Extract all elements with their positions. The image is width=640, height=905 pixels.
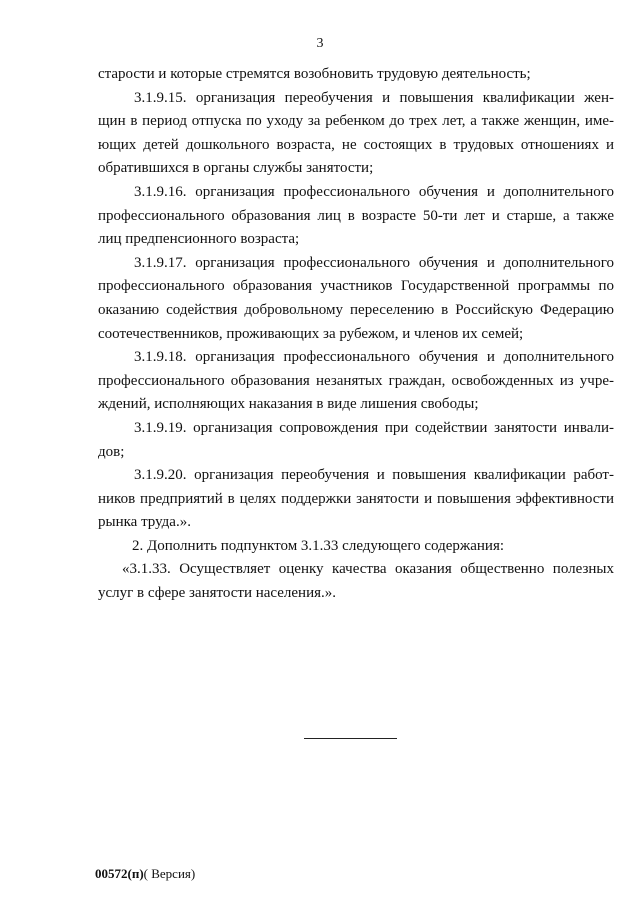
paragraph-line: профессионального образования лиц в возрасте 50-ти лет и старше, а также (98, 207, 614, 224)
paragraph-line: 3.1.9.17. организация профессионального обучения и дополнительного (134, 254, 614, 271)
paragraph-line: услуг в сфере занятости населения.». (98, 585, 337, 602)
paragraph-line: 3.1.9.15. организация переобучения и повышения квалификации жен- (134, 89, 614, 106)
paragraph-line: 3.1.9.16. организация профессионального обучения и дополнительного (134, 183, 614, 200)
paragraph-3-1-9-19 (98, 417, 614, 464)
paragraph-line: обратившихся в органы службы занятости; (98, 160, 374, 177)
paragraph-line: щин в период отпуска по уходу за ребенком до трех лет, а также женщин, име- (98, 113, 614, 130)
document-body (98, 63, 614, 606)
page-number: 3 (316, 36, 324, 51)
paragraph-line: «3.1.33. Осуществляет оценку качества оказания общественно полезных (122, 561, 614, 578)
footer-version: ( Версия) (143, 866, 196, 881)
paragraph-line: 2. Дополнить подпунктом 3.1.33 следующего содержания: (132, 537, 505, 554)
paragraph-line: профессионального образования незанятых граждан, освобожденных из учре- (98, 372, 614, 389)
paragraph-quote-3-1-33 (98, 558, 614, 605)
paragraph-line: ющих детей дошкольного возраста, не состоящих в трудовых отношениях и (98, 136, 614, 153)
paragraph-line: ждений, исполняющих наказания в виде лишения свободы; (98, 396, 479, 413)
paragraph-line: профессионального образования участников Государственной программы по (98, 278, 614, 295)
paragraph-line: 3.1.9.19. организация сопровождения при содействии занятости инвали- (134, 419, 614, 436)
paragraph-line: рынка труда.». (98, 514, 191, 531)
paragraph-3-1-9-18 (98, 346, 614, 417)
paragraph-line: соотечественников, проживающих за рубежом, и членов их семей; (98, 325, 524, 342)
footer-code: 00572(п) (95, 866, 144, 881)
paragraph-3-1-9-16 (98, 181, 614, 252)
paragraph-line: дов; (98, 443, 125, 460)
paragraph-line: 3.1.9.18. организация профессионального обучения и дополнительного (134, 349, 614, 366)
paragraph-continuation-line: старости и которые стремятся возобновить трудовую деятельность; (98, 66, 531, 82)
paragraph-3-1-9-17 (98, 252, 614, 346)
paragraph-line: ников предприятий в целях поддержки занятости и повышения эффективности (98, 490, 614, 507)
closing-rule (304, 738, 397, 739)
paragraph-3-1-9-15 (98, 87, 614, 181)
paragraph-line: оказанию содействия добровольному переселению в Российскую Федерацию (98, 301, 614, 318)
paragraph-3-1-9-20 (98, 464, 614, 535)
paragraph-line: 3.1.9.20. организация переобучения и повышения квалификации работ- (134, 467, 614, 484)
paragraph-line: лиц предпенсионного возраста; (98, 231, 300, 248)
paragraph-item-2 (98, 535, 614, 559)
footer-document-code (95, 866, 195, 882)
